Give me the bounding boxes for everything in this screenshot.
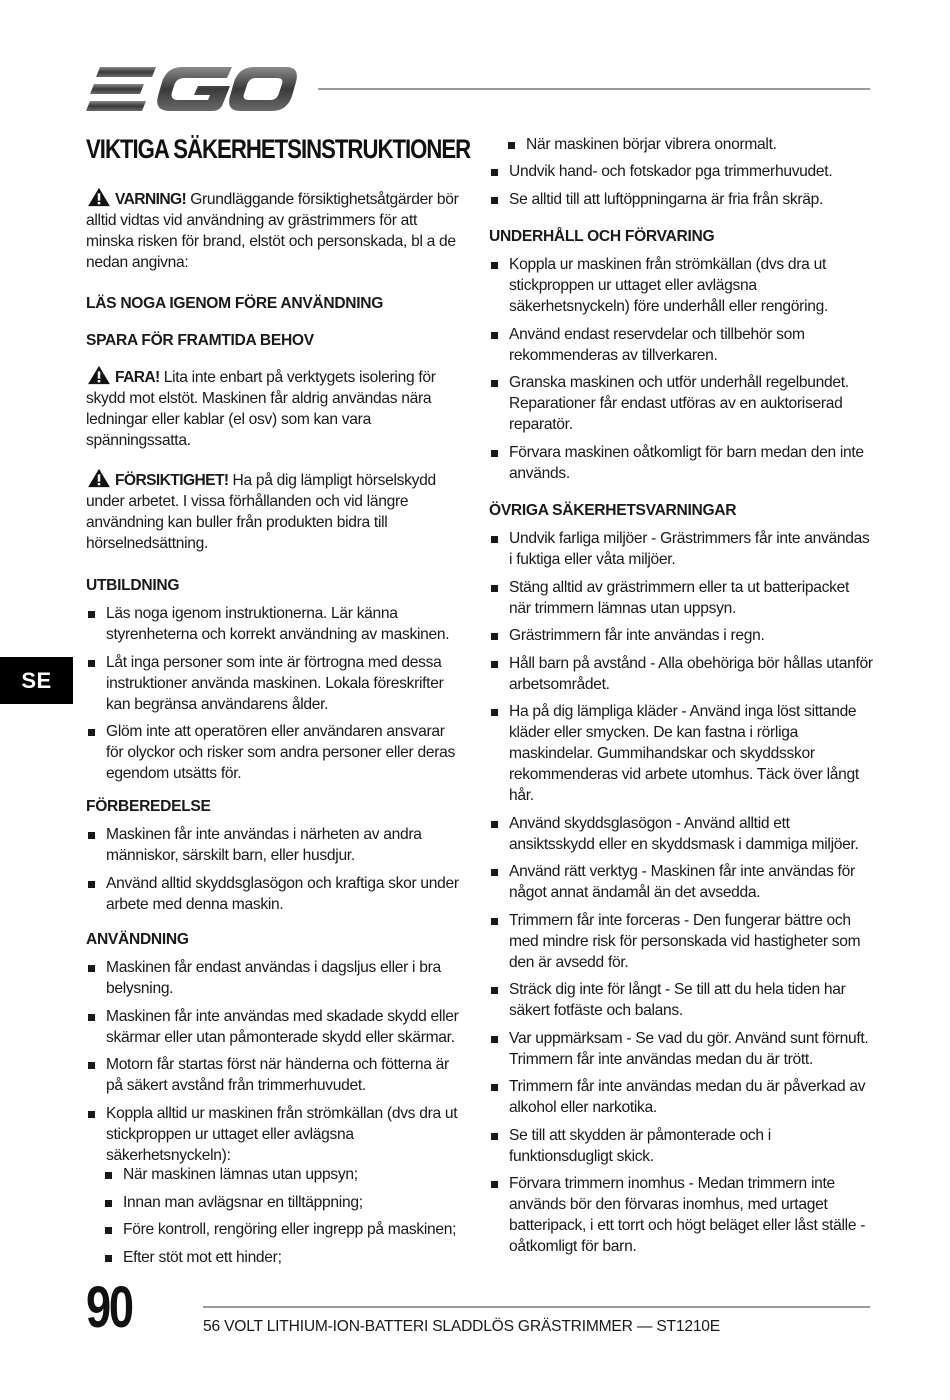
maintenance-list <box>489 254 873 490</box>
list-item: Glöm inte att operatören eller användaren ansvarar för olyckor och risker som andra personer eller deras egendom utsätts för. <box>86 721 462 784</box>
other-warnings-list <box>489 528 873 1264</box>
list-item: Koppla alltid ur maskinen från strömkällan (dvs dra ut stickproppen ur uttaget eller avlägsna säkerhetsnyckeln): <box>86 1103 462 1166</box>
list-item: Använd alltid skyddsglasögon och kraftiga skor under arbete med denna maskin. <box>86 873 462 915</box>
list-item: Innan man avlägsnar en tilltäppning; <box>103 1192 463 1213</box>
danger-text: Lita inte enbart på verktygets isolering för skydd mot elstöt. Maskinen får aldrig användas nära ledningar eller kablar (el osv) som kan vara spänningssatta. <box>86 369 436 449</box>
training-list <box>86 603 462 791</box>
list-item: Motorn får startas först när händerna och fötterna är på säkert avstånd från trimmerhuvudet. <box>86 1054 462 1096</box>
caution-label: FÖRSIKTIGHET! <box>115 472 229 489</box>
danger-paragraph <box>86 365 462 451</box>
list-item: Maskinen får inte användas i närheten av andra människor, särskilt barn, eller husdjur. <box>86 824 462 866</box>
preparation-list <box>86 824 462 921</box>
list-item: Koppla ur maskinen från strömkällan (dvs dra ut stickproppen ur uttaget eller avlägsna säkerhetsnyckeln) före underhåll eller rengöring. <box>489 254 873 317</box>
header-rule <box>318 88 870 90</box>
read-heading: LÄS NOGA IGENOM FÖRE ANVÄNDNING <box>86 295 384 312</box>
training-heading: UTBILDNING <box>86 577 180 594</box>
list-item: Efter stöt mot ett hinder; <box>103 1247 463 1268</box>
caution-paragraph <box>86 468 462 554</box>
list-item: Före kontroll, rengöring eller ingrepp på maskinen; <box>103 1219 463 1240</box>
list-item: Undvik farliga miljöer - Grästrimmers får inte användas i fuktiga eller våta miljöer. <box>489 528 873 570</box>
language-tab: SE <box>0 657 73 704</box>
danger-label: FARA! <box>115 369 160 386</box>
footer-text: 56 VOLT LITHIUM-ION-BATTERI SLADDLÖS GRÄSTRIMMER — ST1210E <box>203 1318 720 1335</box>
list-item: Trimmern får inte användas medan du är påverkad av alkohol eller narkotika. <box>489 1076 873 1118</box>
warning-triangle-icon <box>86 187 112 207</box>
usage-list-continued <box>489 161 873 216</box>
ego-logo <box>86 64 298 114</box>
list-item: Undvik hand- och fotskador pga trimmerhuvudet. <box>489 161 873 182</box>
list-item: Maskinen får endast användas i dagsljus eller i bra belysning. <box>86 957 462 999</box>
list-item: Håll barn på avstånd - Alla obehöriga bör hållas utanför arbetsområdet. <box>489 653 873 695</box>
list-item: Stäng alltid av grästrimmern eller ta ut batteripacket när trimmern lämnas utan uppsyn. <box>489 577 873 619</box>
list-item: Använd endast reservdelar och tillbehör som rekommenderas av tillverkaren. <box>489 324 873 366</box>
maintenance-heading: UNDERHÅLL OCH FÖRVARING <box>489 228 715 245</box>
list-item: Förvara maskinen oåtkomligt för barn medan den inte används. <box>489 442 873 484</box>
preparation-heading: FÖRBEREDELSE <box>86 798 211 815</box>
list-item: Läs noga igenom instruktionerna. Lär känna styrenheterna och korrekt användning av maskinen. <box>86 603 462 645</box>
danger-triangle-icon <box>86 365 112 385</box>
usage-heading: ANVÄNDNING <box>86 931 189 948</box>
list-item: Ha på dig lämpliga kläder - Använd inga löst sittande kläder eller smycken. De kan fastna i rörliga maskindelar. Gummihandskar och skyddsskor rekommenderas vid arbete utomhus. Täck över långt hår. <box>489 701 873 806</box>
list-item: Sträck dig inte för långt - Se till att du hela tiden har säkert fotfäste och balans. <box>489 979 873 1021</box>
list-item: Använd rätt verktyg - Maskinen får inte användas för något annat ändamål än det avsedda. <box>489 861 873 903</box>
usage-list <box>86 957 462 1172</box>
list-item: Maskinen får inte användas med skadade skydd eller skärmar eller utan påmonterade skydd eller skärmar. <box>86 1006 462 1048</box>
list-item: Granska maskinen och utför underhåll regelbundet. Reparationer får endast utföras av en auktoriserad reparatör. <box>489 372 873 435</box>
caution-triangle-icon <box>86 468 112 488</box>
warning-label: VARNING! <box>115 191 187 208</box>
list-item: När maskinen börjar vibrera onormalt. <box>506 134 870 155</box>
list-item: Grästrimmern får inte användas i regn. <box>489 625 873 646</box>
list-item: Trimmern får inte forceras - Den fungerar bättre och med mindre risk för personskada vid hastigheter som den är avsedd för. <box>489 910 873 973</box>
usage-sublist <box>103 1164 463 1274</box>
page-title: VIKTIGA SÄKERHETSINSTRUKTIONER <box>86 134 471 164</box>
list-item: Låt inga personer som inte är förtrogna med dessa instruktioner använda maskinen. Lokala föreskrifter kan begränsa användarens ålder. <box>86 652 462 715</box>
warning-paragraph <box>86 187 462 273</box>
list-item: Förvara trimmern inomhus - Medan trimmern inte används bör den förvaras inomhus, med urtaget batteripack, i ett torrt och högt beläget eller låst ställe - oåtkomligt för barn. <box>489 1173 873 1257</box>
save-heading: SPARA FÖR FRAMTIDA BEHOV <box>86 332 314 349</box>
warning-text: Grundläggande försiktighetsåtgärder bör alltid vidtas vid användning av grästrimmers för att minska risken för brand, elstöt och personskada, bl a de nedan angivna: <box>86 191 459 271</box>
page-number: 90 <box>86 1275 132 1340</box>
list-item: Se alltid till att luftöppningarna är fria från skräp. <box>489 189 873 210</box>
list-item: När maskinen lämnas utan uppsyn; <box>103 1164 463 1185</box>
other-warnings-heading: ÖVRIGA SÄKERHETSVARNINGAR <box>489 502 737 519</box>
list-item: Se till att skydden är påmonterade och i funktionsdugligt skick. <box>489 1125 873 1167</box>
caution-text: Ha på dig lämpligt hörselskydd under arbetet. I vissa förhållanden och vid längre användning kan buller från produkten bidra till hörselnedsättning. <box>86 472 436 552</box>
usage-sublist-continued <box>506 134 870 162</box>
list-item: Använd skyddsglasögon - Använd alltid ett ansiktsskydd eller en skyddsmask i dammiga miljöer. <box>489 813 873 855</box>
footer-rule <box>203 1306 870 1308</box>
list-item: Var uppmärksam - Se vad du gör. Använd sunt förnuft. Trimmern får inte användas medan du är trött. <box>489 1028 873 1070</box>
